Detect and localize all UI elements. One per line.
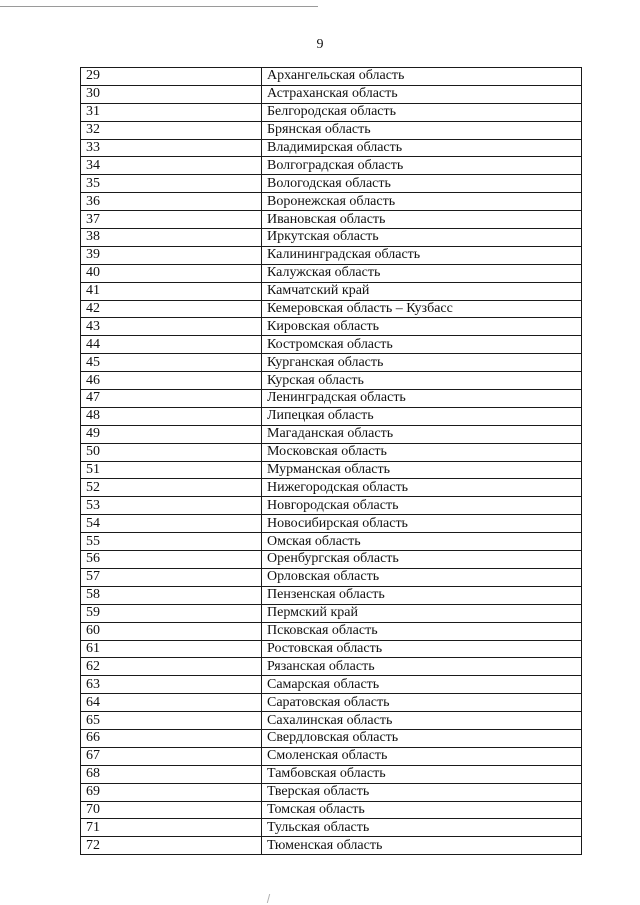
table-row [81, 622, 582, 640]
region-name-cell: Ивановская область [262, 211, 582, 229]
region-code-cell: 66 [81, 729, 262, 747]
region-code-cell: 46 [81, 372, 262, 390]
region-code-cell: 58 [81, 586, 262, 604]
region-name-cell: Пензенская область [262, 586, 582, 604]
region-code-cell: 64 [81, 694, 262, 712]
region-name-cell: Тверская область [262, 783, 582, 801]
region-code-cell: 34 [81, 157, 262, 175]
region-code-cell: 36 [81, 193, 262, 211]
region-name-cell: Саратовская область [262, 694, 582, 712]
region-name-cell: Тюменская область [262, 837, 582, 855]
table-row [81, 819, 582, 837]
region-code-cell: 41 [81, 282, 262, 300]
regions-table-body [81, 68, 582, 855]
table-row [81, 461, 582, 479]
region-name-cell: Белгородская область [262, 103, 582, 121]
table-row [81, 85, 582, 103]
region-name-cell: Тамбовская область [262, 765, 582, 783]
region-code-cell: 52 [81, 479, 262, 497]
table-row [81, 694, 582, 712]
table-row [81, 604, 582, 622]
region-name-cell: Свердловская область [262, 729, 582, 747]
table-row [81, 747, 582, 765]
table-row [81, 354, 582, 372]
region-name-cell: Липецкая область [262, 407, 582, 425]
table-row [81, 801, 582, 819]
table-row [81, 157, 582, 175]
table-row [81, 121, 582, 139]
table-row [81, 264, 582, 282]
region-name-cell: Новосибирская область [262, 515, 582, 533]
region-code-cell: 54 [81, 515, 262, 533]
region-code-cell: 48 [81, 407, 262, 425]
table-row [81, 551, 582, 569]
table-row [81, 712, 582, 730]
region-name-cell: Мурманская область [262, 461, 582, 479]
region-code-cell: 67 [81, 747, 262, 765]
region-code-cell: 63 [81, 676, 262, 694]
table-row [81, 676, 582, 694]
table-row [81, 443, 582, 461]
region-code-cell: 33 [81, 139, 262, 157]
table-row [81, 229, 582, 247]
table-row [81, 479, 582, 497]
region-code-cell: 42 [81, 300, 262, 318]
region-code-cell: 51 [81, 461, 262, 479]
region-name-cell: Смоленская область [262, 747, 582, 765]
table-row [81, 390, 582, 408]
region-name-cell: Иркутская область [262, 229, 582, 247]
table-row [81, 68, 582, 86]
table-row [81, 318, 582, 336]
table-row [81, 139, 582, 157]
table-row [81, 729, 582, 747]
region-name-cell: Астраханская область [262, 85, 582, 103]
region-code-cell: 71 [81, 819, 262, 837]
region-code-cell: 55 [81, 533, 262, 551]
table-row [81, 336, 582, 354]
table-row [81, 568, 582, 586]
table-row [81, 497, 582, 515]
region-name-cell: Камчатский край [262, 282, 582, 300]
table-row [81, 837, 582, 855]
region-code-cell: 32 [81, 121, 262, 139]
region-name-cell: Ленинградская область [262, 390, 582, 408]
region-code-cell: 35 [81, 175, 262, 193]
region-code-cell: 50 [81, 443, 262, 461]
region-code-cell: 37 [81, 211, 262, 229]
table-row [81, 425, 582, 443]
region-name-cell: Псковская область [262, 622, 582, 640]
region-code-cell: 47 [81, 390, 262, 408]
region-code-cell: 53 [81, 497, 262, 515]
region-name-cell: Вологодская область [262, 175, 582, 193]
region-code-cell: 61 [81, 640, 262, 658]
region-code-cell: 72 [81, 837, 262, 855]
region-code-cell: 59 [81, 604, 262, 622]
table-row [81, 765, 582, 783]
table-row [81, 300, 582, 318]
region-code-cell: 62 [81, 658, 262, 676]
table-row [81, 193, 582, 211]
region-name-cell: Курганская область [262, 354, 582, 372]
region-code-cell: 70 [81, 801, 262, 819]
region-name-cell: Оренбургская область [262, 551, 582, 569]
region-name-cell: Пермский край [262, 604, 582, 622]
region-code-cell: 29 [81, 68, 262, 86]
region-name-cell: Омская область [262, 533, 582, 551]
region-name-cell: Архангельская область [262, 68, 582, 86]
table-row [81, 586, 582, 604]
region-name-cell: Магаданская область [262, 425, 582, 443]
region-name-cell: Калининградская область [262, 246, 582, 264]
region-code-cell: 38 [81, 229, 262, 247]
table-row [81, 211, 582, 229]
region-name-cell: Владимирская область [262, 139, 582, 157]
region-name-cell: Сахалинская область [262, 712, 582, 730]
page-number: 9 [316, 37, 324, 52]
table-row [81, 533, 582, 551]
region-name-cell: Новгородская область [262, 497, 582, 515]
region-code-cell: 56 [81, 551, 262, 569]
region-name-cell: Брянская область [262, 121, 582, 139]
region-name-cell: Кемеровская область – Кузбасс [262, 300, 582, 318]
region-name-cell: Рязанская область [262, 658, 582, 676]
region-code-cell: 39 [81, 246, 262, 264]
region-name-cell: Курская область [262, 372, 582, 390]
region-code-cell: 69 [81, 783, 262, 801]
region-name-cell: Орловская область [262, 568, 582, 586]
regions-table [80, 67, 582, 855]
region-name-cell: Нижегородская область [262, 479, 582, 497]
top-rule [0, 6, 318, 7]
region-name-cell: Самарская область [262, 676, 582, 694]
region-code-cell: 31 [81, 103, 262, 121]
table-row [81, 246, 582, 264]
table-row [81, 175, 582, 193]
region-name-cell: Томская область [262, 801, 582, 819]
table-row [81, 372, 582, 390]
table-row [81, 282, 582, 300]
table-row [81, 515, 582, 533]
table-row [81, 407, 582, 425]
region-code-cell: 40 [81, 264, 262, 282]
region-code-cell: 44 [81, 336, 262, 354]
region-name-cell: Московская область [262, 443, 582, 461]
region-code-cell: 60 [81, 622, 262, 640]
region-code-cell: 68 [81, 765, 262, 783]
region-name-cell: Калужская область [262, 264, 582, 282]
region-name-cell: Воронежская область [262, 193, 582, 211]
region-code-cell: 65 [81, 712, 262, 730]
region-name-cell: Кировская область [262, 318, 582, 336]
region-code-cell: 43 [81, 318, 262, 336]
region-name-cell: Волгоградская область [262, 157, 582, 175]
table-row [81, 783, 582, 801]
table-row [81, 658, 582, 676]
table-row [81, 640, 582, 658]
region-name-cell: Костромская область [262, 336, 582, 354]
table-row [81, 103, 582, 121]
scan-mark [267, 894, 275, 903]
region-name-cell: Ростовская область [262, 640, 582, 658]
region-code-cell: 49 [81, 425, 262, 443]
region-code-cell: 45 [81, 354, 262, 372]
region-name-cell: Тульская область [262, 819, 582, 837]
region-code-cell: 30 [81, 85, 262, 103]
region-code-cell: 57 [81, 568, 262, 586]
